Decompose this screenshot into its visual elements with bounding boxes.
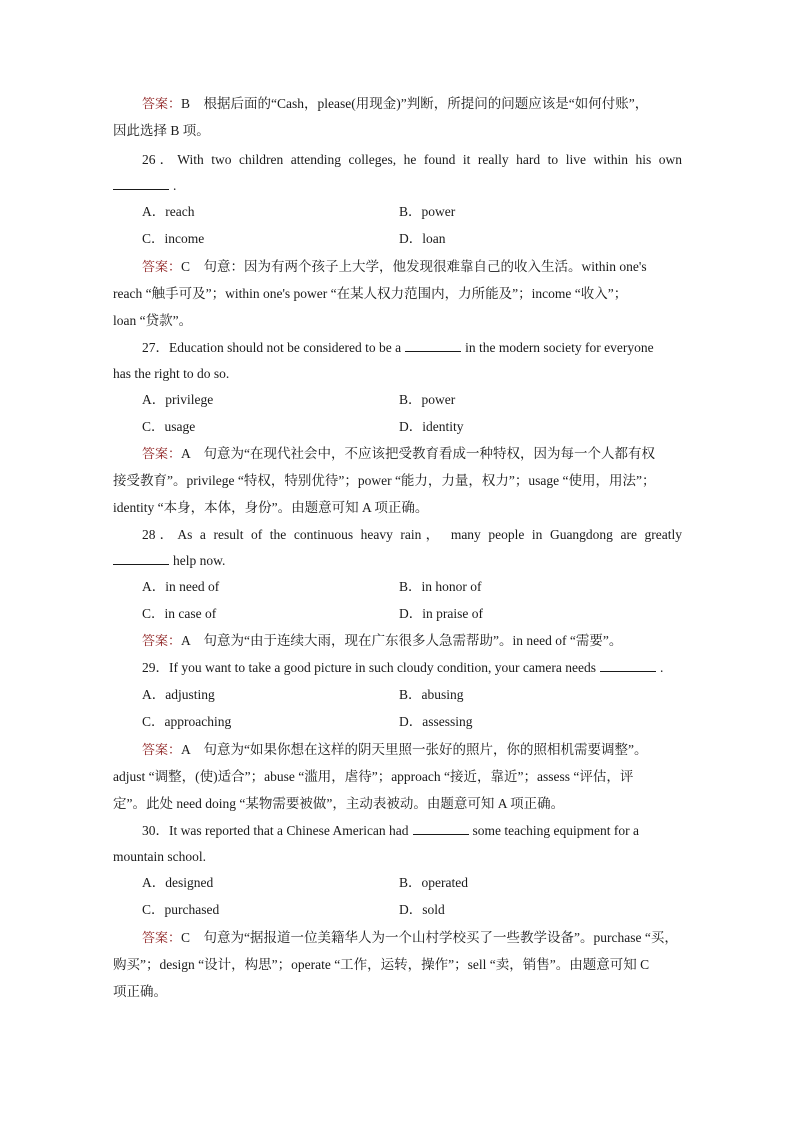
q28-stem-line2 [113, 551, 225, 571]
stem-part-b: some teaching equipment for a [472, 823, 639, 838]
answer-blank [113, 551, 169, 565]
stem-part-a: 27．Education should not be considered to be a [142, 340, 402, 355]
q28-stem-line1: 28．As a result of the continuous heavy rain， many people in Guangdong are greatly [142, 527, 682, 542]
q29-answer-line3: 定”。此处 need doing “某物需要被做”，主动表被动。由题意可知 A 项正确。 [113, 796, 565, 811]
q30-option-a: A．designed [142, 875, 214, 890]
q30-option-d: D．sold [399, 902, 445, 917]
q30-option-b: B．operated [399, 875, 468, 890]
q27-option-b: B．power [399, 392, 456, 407]
q25-answer-line2: 因此选择 B 项。 [113, 123, 210, 138]
q28-option-d: D．in praise of [399, 606, 483, 621]
answer-text: C 句意为“据报道一位美籍华人为一个山村学校买了一些教学设备”。purchase “买， [181, 930, 678, 945]
q30-answer-line2: 购买”；design “设计，构思”；operate “工作，运转，操作”；sell “卖，销售”。由题意可知 C [113, 957, 650, 972]
stem-end: . [660, 660, 664, 675]
q27-option-a: A．privilege [142, 392, 214, 407]
q27-answer-line1 [142, 444, 655, 464]
stem-part-b: in the modern society for everyone [465, 340, 654, 355]
q26-answer-line1 [142, 257, 647, 277]
answer-text: B 根据后面的“Cash，please(用现金)”判断，所提问的问题应该是“如何付账”， [181, 96, 649, 111]
q28-option-c: C．in case of [142, 606, 217, 621]
q30-option-c: C．purchased [142, 902, 220, 917]
q30-answer-line3: 项正确。 [113, 984, 167, 999]
answer-text: A 句意为“由于连续大雨，现在广东很多人急需帮助”。in need of “需要”。 [181, 633, 623, 648]
answer-label: 答案： [142, 930, 182, 945]
q29-answer-line2: adjust “调整，(使)适合”；abuse “滥用，虐待”；approach “接近，靠近”；assess “评估，评 [113, 769, 634, 784]
answer-text: C 句意：因为有两个孩子上大学，他发现很难靠自己的收入生活。within one's [181, 259, 647, 274]
q30-stem-line2: mountain school. [113, 849, 206, 864]
q26-stem-line2 [113, 176, 176, 196]
q26-answer-line2: reach “触手可及”；within one's power “在某人权力范围内，力所能及”；income “收入”； [113, 286, 628, 301]
q30-answer-line1 [142, 928, 678, 948]
answer-label: 答案： [142, 259, 182, 274]
stem-text: 29．If you want to take a good picture in such cloudy condition, your camera needs [142, 660, 596, 675]
q26-option-c: C．income [142, 231, 205, 246]
q27-stem-line2: has the right to do so. [113, 366, 230, 381]
answer-label: 答案： [142, 446, 182, 461]
answer-text: A 句意为“在现代社会中，不应该把受教育看成一种特权，因为每一个人都有权 [181, 446, 656, 461]
stem-part-a: 30．It was reported that a Chinese American had [142, 823, 409, 838]
answer-blank [600, 658, 656, 672]
answer-blank [405, 338, 461, 352]
answer-label: 答案： [142, 96, 182, 111]
q29-stem-line1 [142, 658, 663, 678]
q25-answer-line1 [142, 94, 648, 114]
stem-end: help now. [173, 553, 226, 568]
q26-option-a: A．reach [142, 204, 195, 219]
q29-option-c: C．approaching [142, 714, 232, 729]
q26-answer-line3: loan “贷款”。 [113, 313, 193, 328]
q26-option-d: D．loan [399, 231, 446, 246]
q29-answer-line1 [142, 740, 648, 760]
q27-stem-line1 [142, 338, 654, 358]
q29-option-a: A．adjusting [142, 687, 215, 702]
q27-option-d: D．identity [399, 419, 464, 434]
answer-blank [113, 176, 169, 190]
q29-option-d: D．assessing [399, 714, 473, 729]
answer-text: A 句意为“如果你想在这样的阴天里照一张好的照片，你的照相机需要调整”。 [181, 742, 648, 757]
q29-option-b: B．abusing [399, 687, 464, 702]
q27-option-c: C．usage [142, 419, 196, 434]
q26-option-b: B．power [399, 204, 456, 219]
q27-answer-line3: identity “本身，本体，身份”。由题意可知 A 项正确。 [113, 500, 429, 515]
q28-option-b: B．in honor of [399, 579, 482, 594]
q28-option-a: A．in need of [142, 579, 220, 594]
q26-stem-line1: 26．With two children attending colleges, he found it really hard to live within his own [142, 152, 682, 167]
answer-label: 答案： [142, 633, 182, 648]
answer-blank [413, 821, 469, 835]
q27-answer-line2: 接受教育”。privilege “特权，特别优待”；power “能力，力量，权力”；usage “使用，用法”； [113, 473, 656, 488]
q28-answer-line1 [142, 631, 622, 651]
stem-end: . [173, 178, 177, 193]
q30-stem-line1 [142, 821, 639, 841]
answer-label: 答案： [142, 742, 182, 757]
